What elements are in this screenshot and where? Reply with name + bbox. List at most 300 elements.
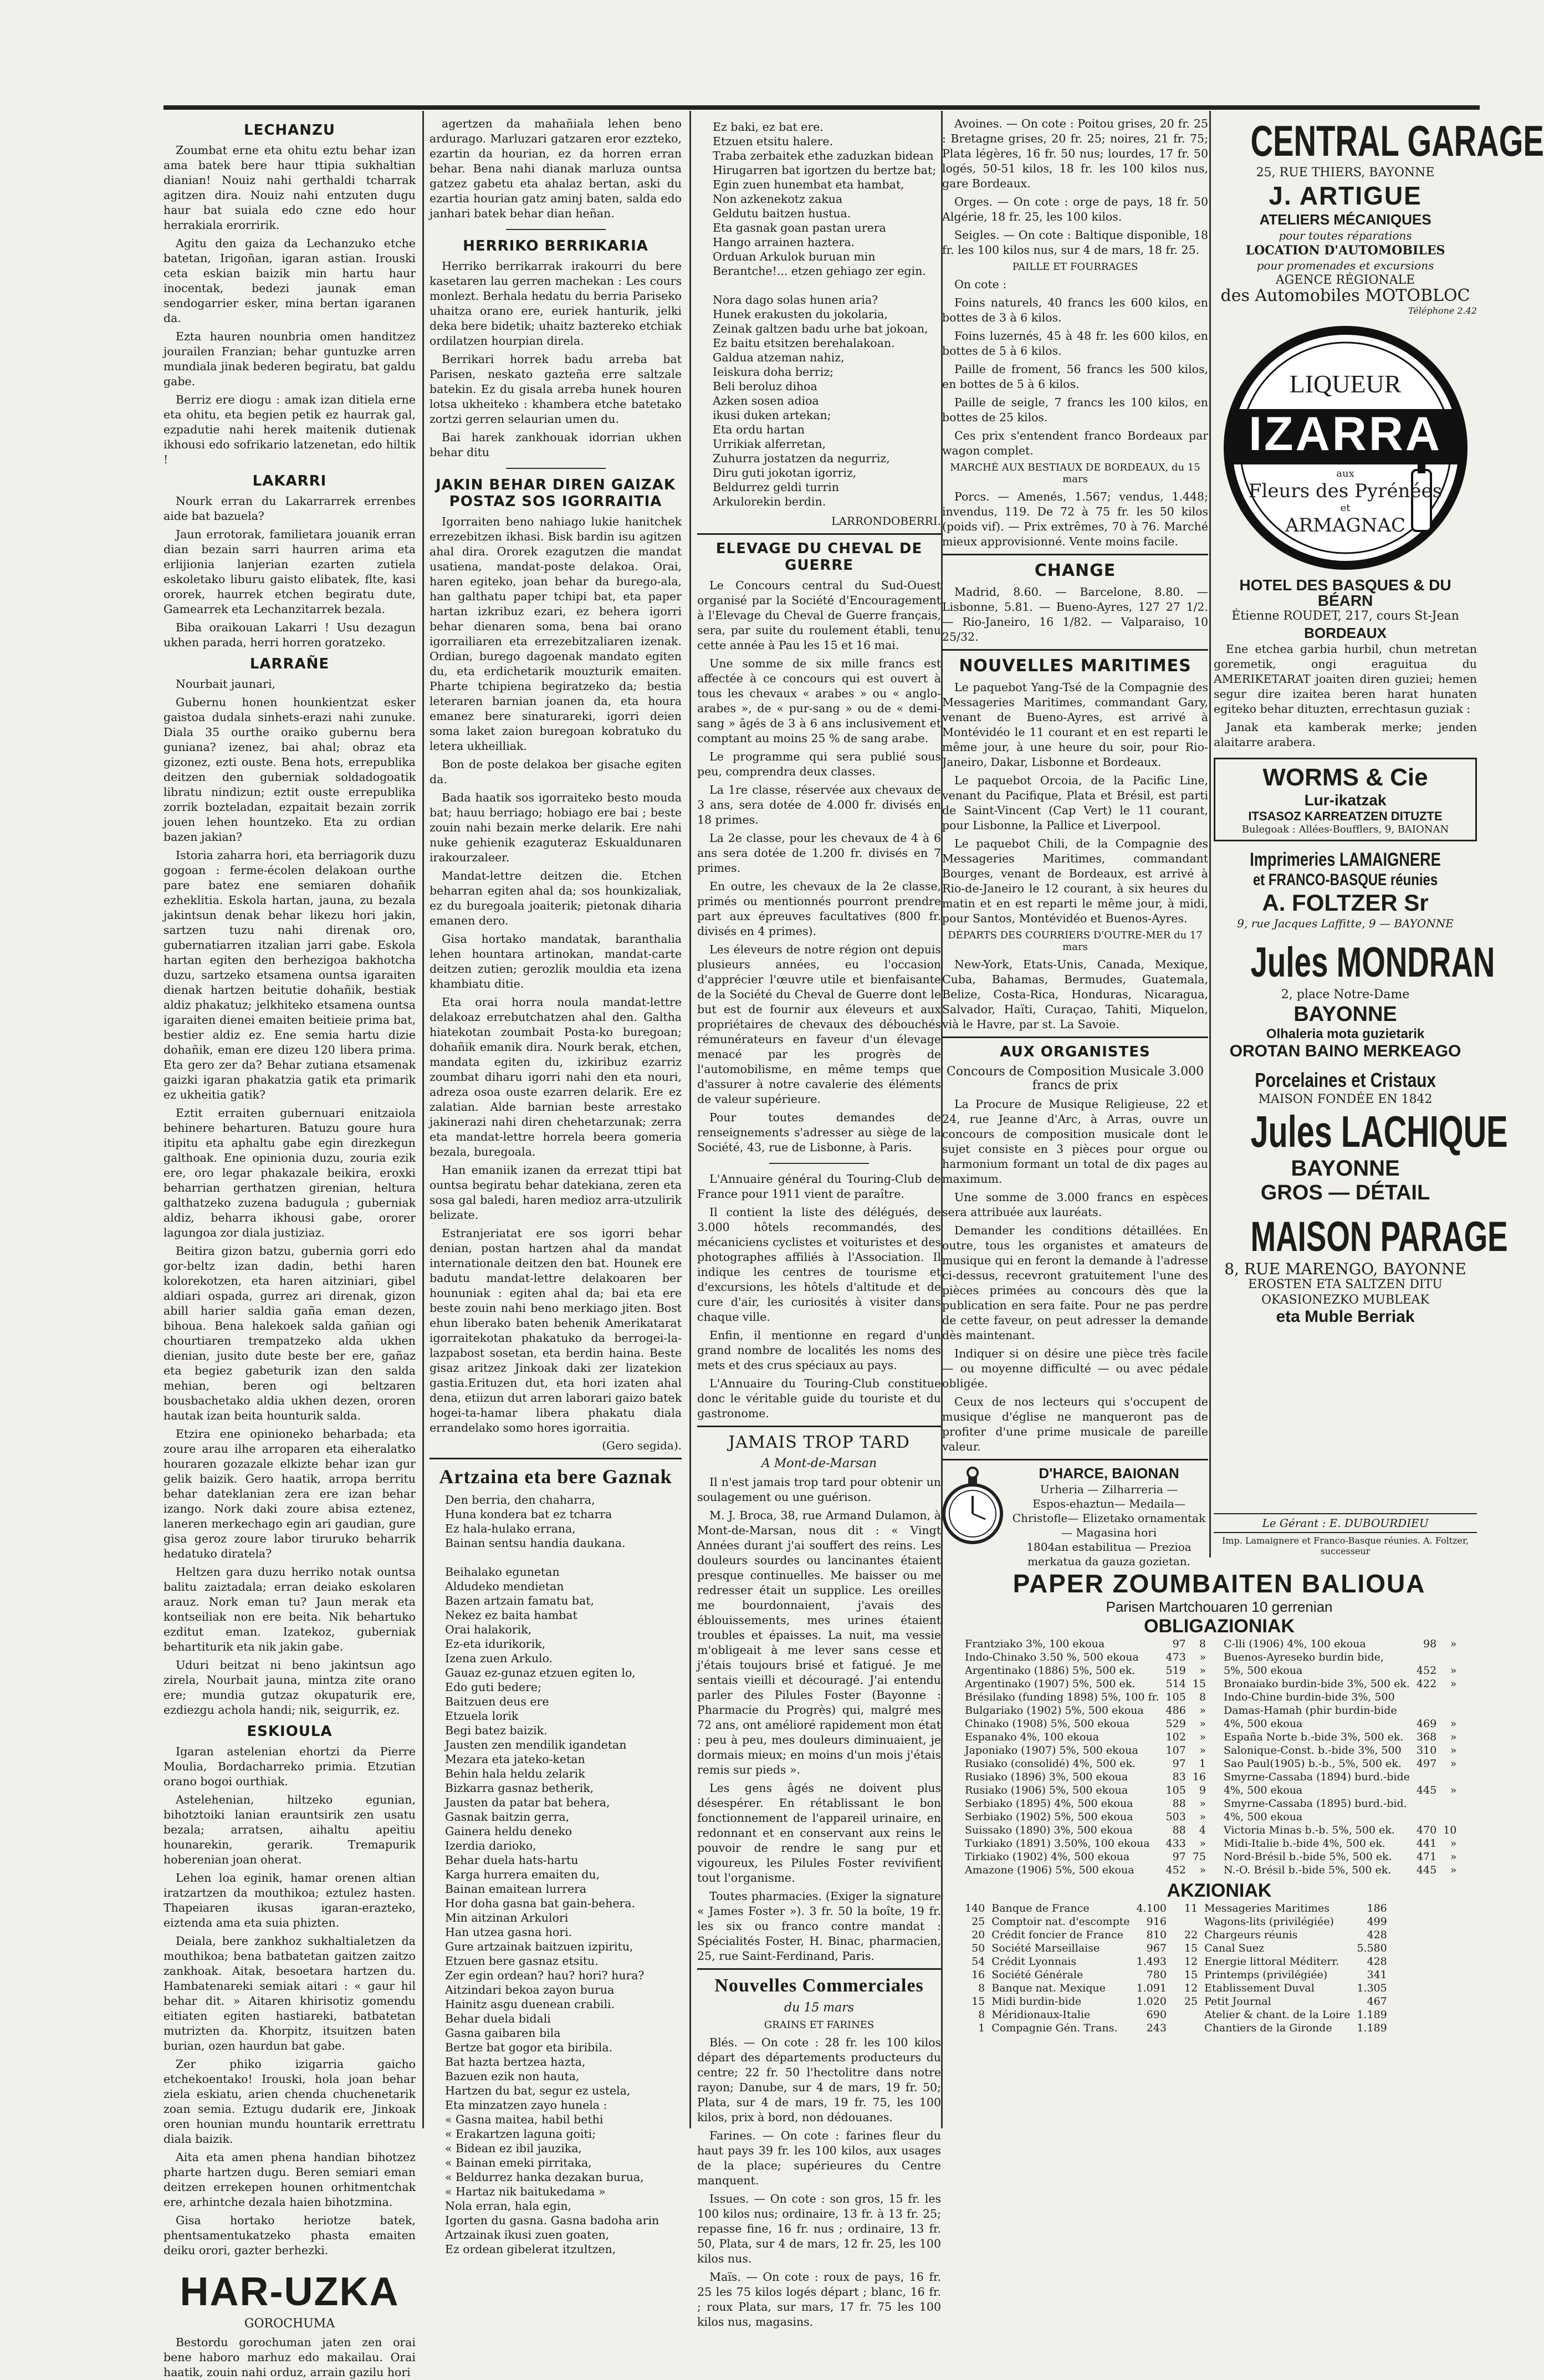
table-cell: Messageries Maritimes: [1204, 1902, 1330, 1914]
paragraph: Une somme de 3.000 francs en espèces sera attribuée aux lauréats.: [942, 1191, 1208, 1219]
table-cell: Banque nat. Mexique: [991, 1982, 1106, 1994]
table-cell: Chantiers de la Gironde: [1204, 2022, 1332, 2034]
text-line: « Erakartzen laguna goiti;: [445, 2127, 596, 2141]
text-line: Hango arrainen haztera.: [713, 236, 855, 249]
paragraph: Farines. — On cote : farines fleur du haut pays 39 fr. les 100 kilos, aux usages de la place; supérieures du Centre manquent.: [697, 2129, 941, 2187]
column-1: [163, 116, 416, 2379]
section-subtitle: Concours de Composition Musicale 3.000 francs de prix: [946, 1065, 1204, 1092]
table-cell: N.-O. Brésil b.-bide 5%, 500 ek.: [1223, 1864, 1392, 1876]
table-cell: 1: [1199, 1758, 1206, 1770]
table-row: [1181, 1942, 1390, 1955]
table-row: [1181, 1928, 1390, 1942]
table-cell: 368: [1416, 1731, 1437, 1743]
paragraph: Paille de seigle, 7 francs les 100 kilos, en bottes de 25 kilos.: [942, 396, 1208, 424]
text-line: Etzuen bere gasnaz etsitu.: [445, 1954, 599, 1968]
text-line: Han utzea gasna hori.: [445, 1926, 572, 1939]
paragraph: Il n'est jamais trop tard pour obtenir un soulagement ou une guérison.: [697, 1475, 941, 1504]
table-cell: [1413, 1651, 1440, 1664]
ad-name: J. ARTIGUE: [1269, 181, 1422, 210]
table-row: [1181, 1968, 1390, 1981]
table-row: [962, 1704, 1209, 1717]
table-cell: [1413, 1704, 1440, 1717]
obligations-title: OBLIGAZIONIAK: [1144, 1616, 1295, 1637]
table-cell: 469: [1416, 1718, 1437, 1730]
poem: [713, 120, 941, 509]
table-cell: 54: [972, 1955, 985, 1968]
table-cell: Rusiako (1906) 5%, 500 ekoua: [965, 1784, 1128, 1796]
paragraph: La Procure de Musique Religieuse, 22 et 24, rue Jeanne d'Arc, à Arras, ouvre un concours de composition musicale dont le sujet consiste en 3 pièces pour orgue ou harmonium formant un total de dix pages au maximum.: [942, 1097, 1208, 1186]
table-cell: 50: [972, 1942, 985, 1954]
table-row: [962, 1928, 1170, 1942]
table-row: [1181, 1915, 1390, 1928]
table-cell: »: [1450, 1664, 1457, 1677]
table-cell: 16: [1192, 1771, 1206, 1783]
text-line: Behar duela bidali: [445, 2012, 551, 2025]
text-line: Ieiskura doha berriz;: [713, 365, 834, 379]
table-row: [962, 1664, 1209, 1677]
table-cell: Amazone (1906) 5%, 500 ekoua: [965, 1864, 1134, 1876]
table-cell: Salonique-Const. b.-bide 3%, 500: [1223, 1744, 1402, 1756]
separator: [697, 1968, 941, 1970]
text-line: Bertze bat gogor eta biribila.: [445, 2041, 613, 2054]
text-line: Zer egin ordean? hau? hori? hura?: [445, 1969, 645, 1982]
table-cell: 22: [1184, 1929, 1198, 1941]
ad-name: Jules LACHIQUE: [1250, 1107, 1508, 1156]
text-line: « Gasna maitea, habil bethi: [445, 2113, 604, 2126]
text-line: Egin zuen hunembat eta hambat,: [713, 178, 904, 191]
separator: [942, 1036, 1208, 1038]
paragraph: Berrikari horrek badu arreba bat Parisen, neskato gazteña erre saltzale batekin. Ez du gisala arreba hunek houren lotsa ukheiteko : khambera etche batetako zortzi gerren selaurian umen du.: [430, 353, 682, 426]
text-line: Begi batez baizik.: [445, 1724, 548, 1737]
table-cell: 810: [1146, 1929, 1167, 1941]
table-cell: »: [1450, 1638, 1457, 1650]
section-title-lechanzu: LECHANZU: [243, 122, 335, 139]
ad-line: BAYONNE: [1291, 1156, 1400, 1181]
obligations-table-left: [962, 1637, 1209, 1877]
izarra-line: LIQUEUR: [1289, 370, 1402, 398]
text-line: Jausten zen mendilik igandetan: [445, 1738, 627, 1751]
text-line: Gauaz ez-gunaz etzuen egiten lo,: [445, 1666, 636, 1679]
table-cell: [1440, 1797, 1460, 1810]
table-cell: [1440, 1704, 1460, 1717]
imprint-line: Imp. Lamaignere et Franco-Basque réunies. A. Foltzer, successeur: [1221, 1535, 1469, 1556]
column-4: [942, 116, 1208, 1568]
text-line: ikusi duken artekan;: [713, 408, 831, 422]
table-cell: Smyrne-Cassaba (1895) burd.-bid.: [1223, 1797, 1407, 1810]
top-rule: [163, 105, 1480, 110]
table-cell: Turkiako (1891) 3.50%, 100 ekoua: [965, 1837, 1150, 1850]
ad-line: BORDEAUX: [1304, 625, 1387, 641]
table-row: [962, 1981, 1170, 1995]
table-cell: 519: [1165, 1664, 1186, 1677]
table-cell: 967: [1146, 1942, 1167, 1954]
table-cell: 12: [1184, 1982, 1198, 1994]
table-cell: Argentinako (1907) 5%, 500 ek.: [965, 1678, 1136, 1690]
signature: LARRONDOBERRI.: [831, 514, 941, 528]
table-cell: 445: [1416, 1864, 1437, 1876]
table-cell: 433: [1165, 1837, 1186, 1850]
text-line: Arkulorekin berdin.: [713, 495, 826, 508]
text-line: Orai halakorik,: [445, 1623, 532, 1636]
text-line: Jausten da patar bat behera,: [445, 1796, 610, 1809]
paragraph: Heltzen gara duzu herriko notak ountsa balitu zaiztadala; erran deiako eskolaren arauz. Nork eman tu? Jaun merak eta kontseiliak non ere beita. Nik behartuko ezditut eman. Izatekoz, guberniak behartiturik eta nik jakin gabe.: [163, 1565, 416, 1653]
table-cell: 428: [1367, 1955, 1387, 1968]
table-cell: Crédit Lyonnais: [991, 1955, 1077, 1968]
section-title-jakin: JAKIN BEHAR DIREN GAIZAK POSTAZ SOS IGORRAITIA: [435, 477, 676, 510]
stock-prices-section: [962, 1569, 1477, 2128]
text-line: Bazuen ezik non hauta,: [445, 2070, 580, 2083]
izarra-title: IZARRA: [1249, 407, 1442, 461]
paragraph: Bai harek zankhouak idorrian ukhen behar ditu: [430, 431, 682, 459]
paragraph: Demander les conditions détaillées. En outre, tous les organistes et amateurs de musique qui en feront la demande à l'adresse ci-dessus, recevront gratuitement l'une des pièces primées au concours dès que la publication en sera faite. Pour ne pas perdre de cette faveur, on peut adresser la demande dès maintenant.: [942, 1224, 1208, 1342]
paragraph: Eta orai horra noula mandat-lettre delakoaz errebutchatzen ahal den. Galtha hiatekotan zoumbait Posta-ko buregoan; dohañik emanik dira. Nourk berak, etchen, mandata egiten du, izkiribuz ezarriz zoumbat diharu igorri nahi den eta nouri, adreza osoa ouste ezarren delarik. Ere ez zalatian. Alde barnian beste arrestako jakinerazi nahi diren chehetarzunak; zerra eta mandat-lettre horrela beera gomeria bezala, buregoala.: [430, 995, 682, 1158]
table-cell: 1: [978, 2022, 985, 2034]
section-title-larrane: LARRAÑE: [249, 656, 330, 672]
table-cell: 4%, 500 ekoua: [1223, 1718, 1303, 1730]
table-row: [962, 1797, 1209, 1810]
ad-line: Étienne ROUDET, 217, cours St-Jean: [1231, 609, 1459, 623]
ad-title: Imprimeries LAMAIGNERE: [1250, 849, 1441, 870]
table-cell: »: [1199, 1837, 1206, 1850]
table-row: [962, 1824, 1209, 1837]
text-line: « Bidean ez ibil jauzika,: [445, 2142, 582, 2155]
paragraph: Le paquebot Orcoia, de la Pacific Line, venant du Pacifique, Plata et Brésil, est parti de Saint-Vincent (Cap Vert) le 11 courant, pour Lisbonne, la Pallice et Liverpool.: [942, 774, 1208, 832]
ad-line: ITSASOZ KARREATZEN DITUZTE: [1248, 809, 1443, 823]
section-subtitle: GOROCHUMA: [244, 2317, 335, 2331]
table-row: [1220, 1797, 1460, 1810]
stock-prices-title: PAPER ZOUMBAITEN BALIOUA: [1013, 1569, 1426, 1598]
text-line: Traba zerbaitek ethe zaduzkan bidean: [713, 149, 934, 162]
paragraph: Deiala, bere zankhoz sukhaltialetzen da mouthikoa; bena batbatetan gaitzen zaitzo zankhoak. Aitak, besoetara hartzen du. Hambatenareki semiak aitari : « gaur hil behar dit. » Aitaren khirisotiz gomendu eitiaten egiten hastiareki, batbatetan mutrizten da. Khorpitz, itsuitzen baten burian, ozen haurdun bat gabe.: [163, 1934, 416, 2052]
table-cell: 75: [1192, 1851, 1206, 1863]
paragraph: Les gens âgés ne doivent plus désespérer. En rétablissant le bon fonctionnement de l'appareil urinaire, en redonnant et en conservant aux reins le pouvoir de rendre le sang pur et vigoureux, les Pilules Foster revivifient tout l'organisme.: [697, 1781, 941, 1884]
table-cell: 140: [965, 1902, 985, 1914]
table-cell: 8: [978, 2009, 985, 2021]
ad-line: Olhaleria mota guzietarik: [1266, 1026, 1425, 1041]
text-line: Gasna gaibaren bila: [445, 2026, 561, 2040]
table-row: [1181, 1995, 1390, 2008]
ad-phone: Téléphone 2.42: [1408, 305, 1477, 316]
table-row: [962, 1677, 1209, 1690]
table-cell: »: [1199, 1704, 1206, 1717]
table-cell: 15: [972, 1995, 985, 2008]
ad-title: WORMS & Cie: [1262, 764, 1428, 791]
table-row: [1220, 1704, 1460, 1717]
table-cell: 20: [972, 1929, 985, 1941]
table-cell: 503: [1165, 1811, 1186, 1823]
ad-line: 9, rue Jacques Laffitte, 9 — BAYONNE: [1237, 917, 1454, 930]
table-row: [1220, 1810, 1460, 1824]
table-cell: 15: [1192, 1678, 1206, 1690]
text-line: Bainan sentsu handia daukana.: [445, 1536, 626, 1550]
table-row: [962, 1784, 1209, 1797]
text-line: Ez baki, ez bat ere.: [713, 120, 824, 134]
table-cell: Buenos-Ayreseko burdin bide,: [1223, 1651, 1384, 1663]
paragraph: Gisa hortako mandatak, baranthalia lehen hountara artinokan, mandat-carte deitzen zutien; gerozlik mouldia eta izena khambiatu ditie.: [430, 932, 682, 990]
ad-name: A. FOLTZER Sr: [1262, 890, 1429, 916]
paragraph: Blés. — On cote : 28 fr. les 100 kilos départ des départements producteurs du centre; 22 fr. 50 l'hectolitre dans notre rayon; Danube, sur 4 de mars, 19 fr. 50; Plata, sur 4 de mars, 19 fr. 75, les 100 kilos, prix à bord, non dédouanes.: [697, 2036, 941, 2124]
table-cell: Energie littoral Méditerr.: [1204, 1955, 1340, 1968]
table-cell: 25: [972, 1916, 985, 1928]
section-title-nouvelles-commerciales: Nouvelles Commerciales: [714, 1975, 924, 1996]
paragraph: New-York, Etats-Unis, Canada, Mexique, Cuba, Bahamas, Bermudes, Guatemala, Belize, Costa-Rica, Honduras, Nicaragua, Salvador, Haïti, Curaçao, Tahiti, Miquelon, vià le Havre, par st. La Savoie.: [942, 958, 1208, 1031]
table-cell: 4.100: [1136, 1902, 1167, 1914]
ad-line: MAISON FONDÉE EN 1842: [1258, 1092, 1433, 1106]
table-row: [962, 1942, 1170, 1955]
table-cell: 1.189: [1357, 2022, 1387, 2034]
table-cell: 452: [1165, 1864, 1186, 1876]
table-cell: 25: [1184, 1995, 1198, 2008]
text-line: Eta gasnak goan pastan urera: [713, 221, 886, 234]
table-cell: 4%, 500 ekoua: [1223, 1811, 1303, 1823]
text-line: Orduan Arkulok buruan min: [713, 250, 876, 263]
separator: [942, 649, 1208, 651]
table-cell: 9: [1199, 1784, 1206, 1796]
paragraph: Astelehenian, hiltzeko egunian, bihotztoiki lanian erauntsirik zen usatu bezala; arratsen, aihaltu apeitiu hounarekin, gerarik. Tremapurik hoberenian joan oherat.: [163, 1793, 416, 1866]
gerant-line: Le Gérant : E. DUBOURDIEU: [1214, 1513, 1477, 1533]
table-row: [962, 1837, 1209, 1850]
subsection-title: PAILLE ET FOURRAGES: [1012, 261, 1138, 273]
dharce-name: D'HARCE, BAIONAN: [1039, 1465, 1179, 1482]
table-cell: [1440, 1810, 1460, 1824]
table-cell: Serbiako (1895) 4%, 500 ekoua: [965, 1797, 1133, 1810]
table-cell: 1.493: [1136, 1955, 1167, 1968]
paragraph: agertzen da mahañiala lehen beno ardurago. Marluzari gatzaren eror ezzteko, ezartin da hourian, ez da horren erran behar. Bena nahi dianak marluza ountsa gatzez gabetu eta ahalaz bertan, aski du ezartia hourian gatz aminj baten, salda edo janhari batek behar dian heñan.: [430, 117, 682, 220]
text-line: Izena zuen Arkulo.: [445, 1652, 553, 1665]
table-row: [1220, 1770, 1460, 1784]
table-row: [1220, 1730, 1460, 1744]
table-cell: Comptoir nat. d'escompte: [991, 1916, 1130, 1928]
separator: [506, 468, 606, 469]
table-cell: Sao Paul(1905) b.-b., 5%, 500 ek.: [1223, 1758, 1402, 1770]
text-line: Etzuen etsitu halere.: [713, 135, 834, 148]
table-cell: Indo-Chine burdin-bide 3%, 500: [1223, 1691, 1395, 1703]
table-cell: 467: [1367, 1995, 1387, 2008]
table-cell: »: [1450, 1678, 1457, 1690]
table-cell: Japoniako (1907) 5%, 500 ekoua: [965, 1744, 1138, 1756]
table-row: [1220, 1757, 1460, 1770]
table-row: [1181, 2008, 1390, 2021]
table-cell: Victoria Minas b.-b. 5%, 500 ek.: [1223, 1824, 1395, 1836]
section-title-organistes: AUX ORGANISTES: [1000, 1044, 1151, 1060]
text-line: 1804an estabilitua — Prezioa: [1026, 1540, 1192, 1554]
table-row: [1220, 1863, 1460, 1877]
imprint: [1214, 1513, 1477, 1556]
table-cell: 107: [1165, 1744, 1186, 1756]
ad-title: HOTEL DES BASQUES & DU BÉARN: [1239, 576, 1451, 609]
section-title-eskioula: ESKIOULA: [247, 1723, 333, 1740]
text-line: « Bainan emeki pirritaka,: [445, 2156, 592, 2169]
paragraph: Janak eta kamberak merke; jenden alaitarre arabera.: [1214, 721, 1477, 749]
table-cell: Brésilako (funding 1898) 5%, 100 fr.: [965, 1691, 1159, 1703]
section-title-artzaina: Artzaina eta bere Gaznak: [439, 1465, 672, 1488]
table-cell: »: [1450, 1758, 1457, 1770]
paragraph: Eztit erraiten gubernuari enitzaiola behinere beharturen. Batuzu goure hura itipitu eta aphaltu gabe egin direzkegun galthoak. Ene opinionia duzu, zouria ezik ere, oro legar phakazale beikira, eroxki beharrian gerthatzen girenian, heltura galthatzeko zuzena badugula ; guberniak aldiz, beharra ikhousi gabe, ororer lagungoa zor diala justiziaz.: [163, 1106, 416, 1239]
paragraph: La 2e classe, pour les chevaux de 4 à 6 ans sera dotée de 1.200 fr. divisés en 7 primes.: [697, 831, 941, 875]
table-cell: [1413, 1797, 1440, 1810]
table-row: [962, 2008, 1170, 2021]
table-cell: 11: [1184, 1902, 1198, 1914]
imprimeries-ad: [1214, 849, 1477, 931]
table-cell: 441: [1416, 1837, 1437, 1850]
table-cell: Atelier & chant. de la Loire: [1204, 2009, 1351, 2021]
column-divider: [689, 111, 691, 2128]
text-line: Hainitz asgu duenean crabili.: [445, 1998, 615, 2011]
table-row: [962, 1757, 1209, 1770]
text-line: Ez baitu etsitzen berehalakoan.: [713, 336, 895, 350]
table-cell: 105: [1165, 1784, 1186, 1796]
table-cell: 529: [1165, 1718, 1186, 1730]
table-cell: Tirkiako (1902) 4%, 500 ekoua: [965, 1851, 1130, 1863]
table-cell: 102: [1165, 1731, 1186, 1743]
paragraph: Istoria zaharra hori, eta berriagorik duzu gogoan : ferme-écolen delakoan ourthe pare batez ene semiaren dohañik ezheklitia. Eskola hartan, jauna, zu bezala jakintsun denak behar likezu hori jakin, sartzen tuzu nahi direnak oro, gubernatiarren itzalian jarri gabe. Eskola hartan egiten den berhezigoa bakhotcha duzu, sartzeko etsamena ountsa igaraiten dienak hartzen beitutie dohañik, bestiak aldiz phakatuz; jelkhiteko etsamena ountsa igaraiten dienei emaiten beitieie prima bat, bestier aldiz ez. Ene semia hartu dizie dohañik, eman ere dizeu 120 libera prima. Eta gero zer da? Behar zutiana etsamenak gaizki igaran phakatzia gatik eta primarik ez ukheitia gatik?: [163, 849, 416, 1101]
paragraph: Ene etchea garbia hurbil, chun metretan goremetik, ongi eraguitua du AMERIKETARAT joaiten diren guziei; hemen segur dire izaitea beren harat hunaten egiteko behar dituzten, errechtasun guziak :: [1214, 642, 1477, 716]
signature: (Gero segida).: [602, 1439, 682, 1452]
table-cell: Chargeurs réunis: [1204, 1929, 1298, 1941]
table-cell: 5.580: [1357, 1942, 1387, 1954]
text-line: Hirugarren bat igortzen du bertze bat;: [713, 164, 937, 177]
column-divider: [1209, 111, 1211, 1557]
table-cell: »: [1199, 1731, 1206, 1743]
table-row: [962, 1915, 1170, 1928]
subsection-title: GRAINS ET FARINES: [764, 2019, 875, 2031]
ad-line: 8, RUE MARENGO, BAYONNE: [1224, 1260, 1466, 1278]
table-cell: 243: [1146, 2022, 1167, 2034]
ad-line: AGENCE RÉGIONALE: [1275, 273, 1415, 287]
column-3: [697, 116, 941, 2328]
text-line: Christofle— Elizetako ornamentak — Magasina hori: [1012, 1511, 1206, 1539]
table-cell: Argentinako (1886) 5%, 500 ek.: [965, 1664, 1136, 1677]
paragraph: Bada haatik sos igorraiteko besto mouda bat; hauu berriago; hobiago ere bai ; beste zouin nahi bezain merke delarik. Ere nahi nuke gehienik ezaguteraz Eskualdunaren irakourzaleer.: [430, 791, 682, 864]
table-row: [962, 1730, 1209, 1744]
ad-line: et FRANCO-BASQUE réunies: [1252, 871, 1438, 889]
paragraph: Orges. — On cote : orge de pays, 18 fr. 50 Algérie, 18 fr. 25, les 100 kilos.: [942, 195, 1208, 223]
table-cell: 310: [1416, 1744, 1437, 1756]
separator: [697, 1426, 941, 1427]
ad-line: des Automobiles MOTOBLOC: [1220, 286, 1470, 305]
table-cell: [1440, 1770, 1460, 1784]
separator: [769, 1163, 869, 1164]
paragraph: Le programme qui sera publié sous peu, comprendra deux classes.: [697, 750, 941, 778]
table-cell: 471: [1416, 1851, 1437, 1863]
table-row: [962, 1770, 1209, 1784]
text-line: Bazen artzain famatu bat,: [445, 1594, 595, 1607]
table-cell: C-lli (1906) 4%, 100 ekoua: [1223, 1638, 1366, 1650]
text-line: Beihalako egunetan: [445, 1565, 560, 1579]
ad-line: OKASIONEZKO MUBLEAK: [1261, 1293, 1429, 1307]
table-cell: Midi burdin-bide: [991, 1995, 1082, 2008]
table-row: [1181, 1955, 1390, 1968]
table-cell: Canal Suez: [1204, 1942, 1265, 1954]
table-cell: »: [1199, 1664, 1206, 1677]
table-row: [962, 1744, 1209, 1757]
paragraph: Foins luzernés, 45 à 48 fr. les 600 kilos, en bottes de 5 à 6 kilos.: [942, 329, 1208, 357]
text-line: Aldudeko mendietan: [445, 1580, 564, 1593]
table-cell: 1.189: [1357, 2009, 1387, 2021]
paragraph: Porcs. — Amenés, 1.567; vendus, 1.448; invendus, 119. De 72 à 75 fr. les 50 kilos (poids vif). — Prix extrêmes, 70 à 76. Marché mieux approvisionné. Vente moins facile.: [942, 490, 1208, 548]
table-row: [962, 1955, 1170, 1968]
table-cell: Midi-Italie b.-bide 4%, 500 ek.: [1223, 1837, 1385, 1850]
section-title-lakarri: LAKARRI: [252, 473, 327, 489]
table-cell: 97: [1172, 1758, 1186, 1770]
text-line: Min aitzinan Arkulori: [445, 1911, 569, 1924]
paragraph: M. J. Broca, 38, rue Armand Dulamon, à Mont-de-Marsan, nous dit : « Vingt Années durant j'ai souffert des reins. Les douleurs sourdes ou lancinantes étaient presque continuelles. Me baisser ou me redresser était un supplice. Les oreilles me bourdonnaient, j'avais des éblouissements, mes urines étaient troubles et épaisses. La nuit, ma vessie m'obligeait à me lever sans cesse et j'étais toujours brisé et fatigué. Je me sentais vieilli et découragé. J'ai entendu parler des Pilules Foster (Bayonne : Pharmacie du Progrès) qui, malgré mes 72 ans, ont amélioré rapidement mon état : peu à peu, mes douleurs diminuaient, je dormais mieux; en moins d'un mois j'étais remis sur pieds ».: [697, 1509, 941, 1776]
subsection-title: MARCHÉ AUX BESTIAUX DE BORDEAUX, du 15 mars: [950, 462, 1200, 485]
text-line: Non azkenekotz zakua: [713, 192, 843, 206]
shares-table-left: [962, 1902, 1170, 2035]
text-line: merkatua da gauza gozietan.: [1027, 1555, 1190, 1568]
text-line: Nora dago solas hunen aria?: [713, 293, 878, 307]
table-cell: 486: [1165, 1704, 1186, 1717]
table-cell: [1440, 1651, 1460, 1664]
ad-line: pour promenades et excursions: [1256, 259, 1434, 272]
paragraph: Il contient la liste des délégués, de 3.000 hôtels recommandés, des mécaniciens cyclistes et voituristes et des photographes affiliés à l'Association. Il indique les centres de tourisme et d'excursions, les hôtels d'altitude et de cure d'air, les curiosités à visiter dans chaque ville.: [697, 1206, 941, 1324]
ad-line: BAYONNE: [1294, 1003, 1397, 1026]
table-row: [962, 1810, 1209, 1824]
paragraph: Toutes pharmacies. (Exiger la signature « James Foster »). 3 fr. 50 la boîte, 19 fr. les six ou franco contre mandat : Spécialités Foster, H. Binac, pharmacien, 25, rue Saint-Ferdinand, Paris.: [697, 1889, 941, 1963]
table-row: [1220, 1677, 1460, 1690]
hotel-ad: [1214, 578, 1477, 750]
section-subtitle: du 15 mars: [784, 2001, 855, 2015]
table-cell: 105: [1165, 1691, 1186, 1703]
dharce-ad: [942, 1465, 1208, 1569]
table-cell: [1413, 1810, 1440, 1824]
dharce-lines: [1010, 1482, 1208, 1569]
stock-prices-subtitle: Parisen Martchouaren 10 gerrenian: [1106, 1598, 1333, 1615]
table-cell: Banque de France: [991, 1902, 1090, 1914]
text-line: Bizkarra gasnaz betherik,: [445, 1781, 594, 1795]
table-cell: »: [1199, 1651, 1206, 1663]
text-line: Eta ordu hartan: [713, 423, 805, 436]
table-cell: Indo-Chinako 3.50 %, 500 ekoua: [965, 1651, 1139, 1663]
table-row: [1220, 1651, 1460, 1664]
section-title-herriko: HERRIKO BERRIKARIA: [463, 238, 648, 254]
table-cell: 15: [1184, 1942, 1198, 1954]
table-row: [1220, 1850, 1460, 1863]
text-line: Nola erran, hala egin,: [445, 2199, 572, 2213]
table-cell: 97: [1172, 1638, 1186, 1650]
text-line: Geldutu baitzen hustua.: [713, 207, 851, 220]
text-line: Bat hazta bertzea hazta,: [445, 2055, 586, 2069]
table-cell: [1181, 2008, 1201, 2021]
table-cell: Crédit foncier de France: [991, 1929, 1123, 1941]
table-cell: 497: [1416, 1758, 1437, 1770]
table-cell: Compagnie Gén. Trans.: [991, 2022, 1118, 2034]
section-title-change: CHANGE: [1034, 561, 1116, 580]
shares-table-right: [1181, 1902, 1390, 2035]
izarra-logo: [1224, 326, 1468, 570]
table-cell: »: [1450, 1851, 1457, 1863]
table-cell: Bronaiako burdin-bide 3%, 500 ek.: [1223, 1678, 1410, 1690]
paragraph: Han emaniik izanen da errezat ttipi bat ountsa begiratu behar datekiana, zeren eta sosa gal baledi, haren medioz arra-utzulirik belizate.: [430, 1163, 682, 1222]
text-line: Hor doha gasna bat gain-behera.: [445, 1897, 636, 1910]
text-line: Aitzindari bekoa zayon burua: [445, 1983, 615, 1996]
table-cell: 97: [1172, 1851, 1186, 1863]
table-cell: Printemps (privilégiée): [1204, 1969, 1328, 1981]
table-cell: 341: [1367, 1969, 1387, 1981]
paragraph: Agitu den gaiza da Lechanzuko etche batetan, Irigoñan, igaran astian. Irouski ceta eskian baizik min hartu haur inocentak, bedezi jaunak eman sendogarrier esker, mina bertan igaranen da.: [163, 237, 416, 325]
table-cell: »: [1450, 1864, 1457, 1876]
ad-line: Lur-ikatzak: [1304, 791, 1387, 809]
text-line: Espos-ehaztun— Medaila—: [1032, 1497, 1185, 1510]
ad-line: 2, place Notre-Dame: [1281, 988, 1410, 1002]
ad-title: MAISON PARAGE: [1250, 1213, 1508, 1260]
table-cell: 4%, 500 ekoua: [1223, 1784, 1303, 1796]
poem: [445, 1493, 682, 2256]
text-line: Ez-eta idurikorik,: [445, 1637, 546, 1651]
table-cell: Rusiako (consolidé) 4%, 500 ek.: [965, 1758, 1136, 1770]
text-line: Baitzuen deus ere: [445, 1695, 549, 1708]
